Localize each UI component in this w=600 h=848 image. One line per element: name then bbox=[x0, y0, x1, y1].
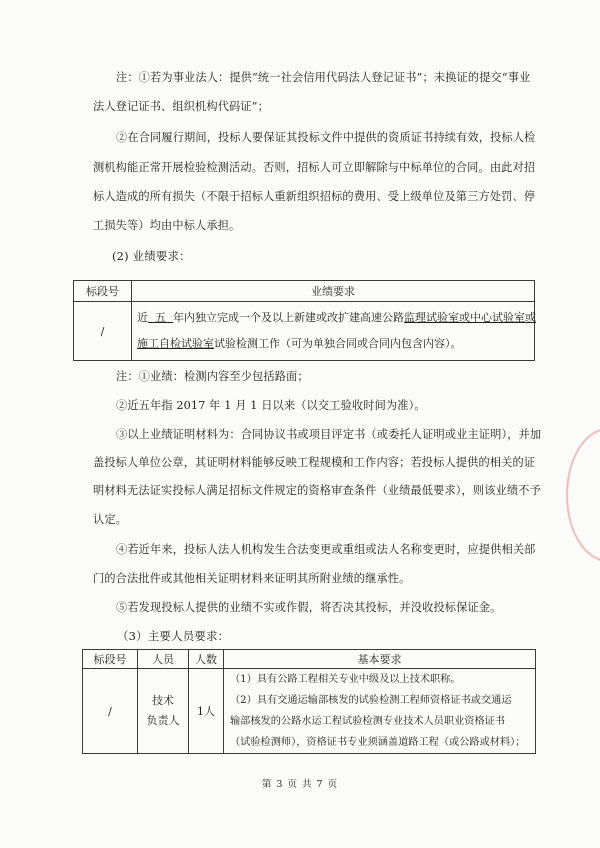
column-header: 业绩要求 bbox=[132, 281, 535, 302]
person-line: 技术 bbox=[152, 694, 174, 707]
requirement-line: 施工自检试验室试验检测工作（可为单独合同或合同内包含内容）。 bbox=[137, 337, 462, 350]
page-footer: 第 3 页 共 7 页 bbox=[261, 779, 339, 790]
section-number-cell: / bbox=[74, 302, 132, 361]
note-performance-line: 明材料无法证实投标人满足招标文件规定的资格审查条件（业绩最低要求），则该业绩不予 bbox=[93, 484, 541, 497]
seal-stamp-partial bbox=[566, 428, 600, 562]
requirement-line: （2）具有交通运输部核发的试验检测工程师资格证书或交通运 bbox=[230, 695, 512, 706]
count-cell: 1人 bbox=[189, 669, 224, 754]
performance-table bbox=[73, 280, 535, 361]
requirement-line: （试验检测师），资格证书专业须涵盖道路工程（或公路或材料）； bbox=[230, 737, 526, 748]
section-number-cell: / bbox=[83, 669, 138, 754]
person-line: 负责人 bbox=[146, 714, 180, 727]
requirement-line: 近 五 年内独立完成一个及以上新建或改扩建高速公路监理试验室或中心试验室或 bbox=[137, 311, 536, 324]
section2-heading: (2) 业绩要求： bbox=[112, 249, 191, 263]
note-performance-line: 认定。 bbox=[93, 513, 128, 526]
table-row bbox=[74, 302, 535, 361]
note-performance-line: ③以上业绩证明材料为：合同协议书或项目评定书（或委托人证明或业主证明），并加 bbox=[116, 428, 542, 441]
person-cell bbox=[138, 669, 189, 754]
note-qualification-line: 注：①若为事业法人：提供“统一社会信用代码法人登记证书”；未换证的提交“事业 bbox=[116, 71, 531, 84]
basic-requirements-cell bbox=[224, 669, 536, 754]
column-header: 标段号 bbox=[74, 281, 132, 302]
staff-requirements-table bbox=[82, 649, 536, 754]
requirement-line: （1）具有公路工程相关专业中级及以上技术职称。 bbox=[230, 674, 461, 685]
note-qualification-line: ②在合同履行期间，投标人要保证其投标文件中提供的资质证书持续有效，投标人检 bbox=[116, 131, 536, 144]
note-performance-line: ②近五年指 2017 年 1 月 1 日以来（以交工验收时间为准）。 bbox=[116, 399, 426, 412]
note-qualification-line: 标人造成的所有损失（不限于招标人重新组织招标的费用、受上级单位及第三方处罚、停 bbox=[93, 190, 536, 203]
note-qualification-line: 测机构能正常开展检验检测活动。否则，招标人可立即解除与中标单位的合同。由此对招 bbox=[93, 161, 536, 174]
column-header: 人员 bbox=[138, 650, 189, 669]
column-header: 基本要求 bbox=[224, 650, 536, 669]
performance-requirement-cell bbox=[132, 302, 535, 361]
note-qualification-line: 法人登记证书、组织机构代码证”； bbox=[93, 100, 269, 113]
table-header-row bbox=[83, 650, 536, 669]
note-performance-line: ⑤若发现投标人提供的业绩不实或作假，将否决其投标，并没收投标保证金。 bbox=[116, 601, 502, 614]
section3-heading: （3）主要人员要求： bbox=[117, 629, 230, 643]
note-performance-line: 注：①业绩：检测内容至少包括路面； bbox=[116, 370, 309, 383]
note-performance-line: ④若近年来，投标人法人机构发生合法变更或重组或法人名称变更时，应提供相关部 bbox=[116, 543, 536, 556]
note-performance-line: 盖投标人单位公章，其证明材料能够反映工程规模和工作内容；若投标人提供的相关的证 bbox=[93, 456, 536, 469]
table-row bbox=[83, 669, 536, 754]
column-header: 标段号 bbox=[83, 650, 138, 669]
note-qualification-line: 工损失等）均由中标人承担。 bbox=[93, 219, 241, 232]
table-header-row bbox=[74, 281, 535, 302]
note-performance-line: 门的合法批件或其他相关证明材料来证明其所附业绩的继承性。 bbox=[93, 572, 411, 585]
requirement-line: 输部核发的公路水运工程试验检测专业技术人员职业资格证书 bbox=[230, 716, 506, 727]
column-header: 人数 bbox=[189, 650, 224, 669]
